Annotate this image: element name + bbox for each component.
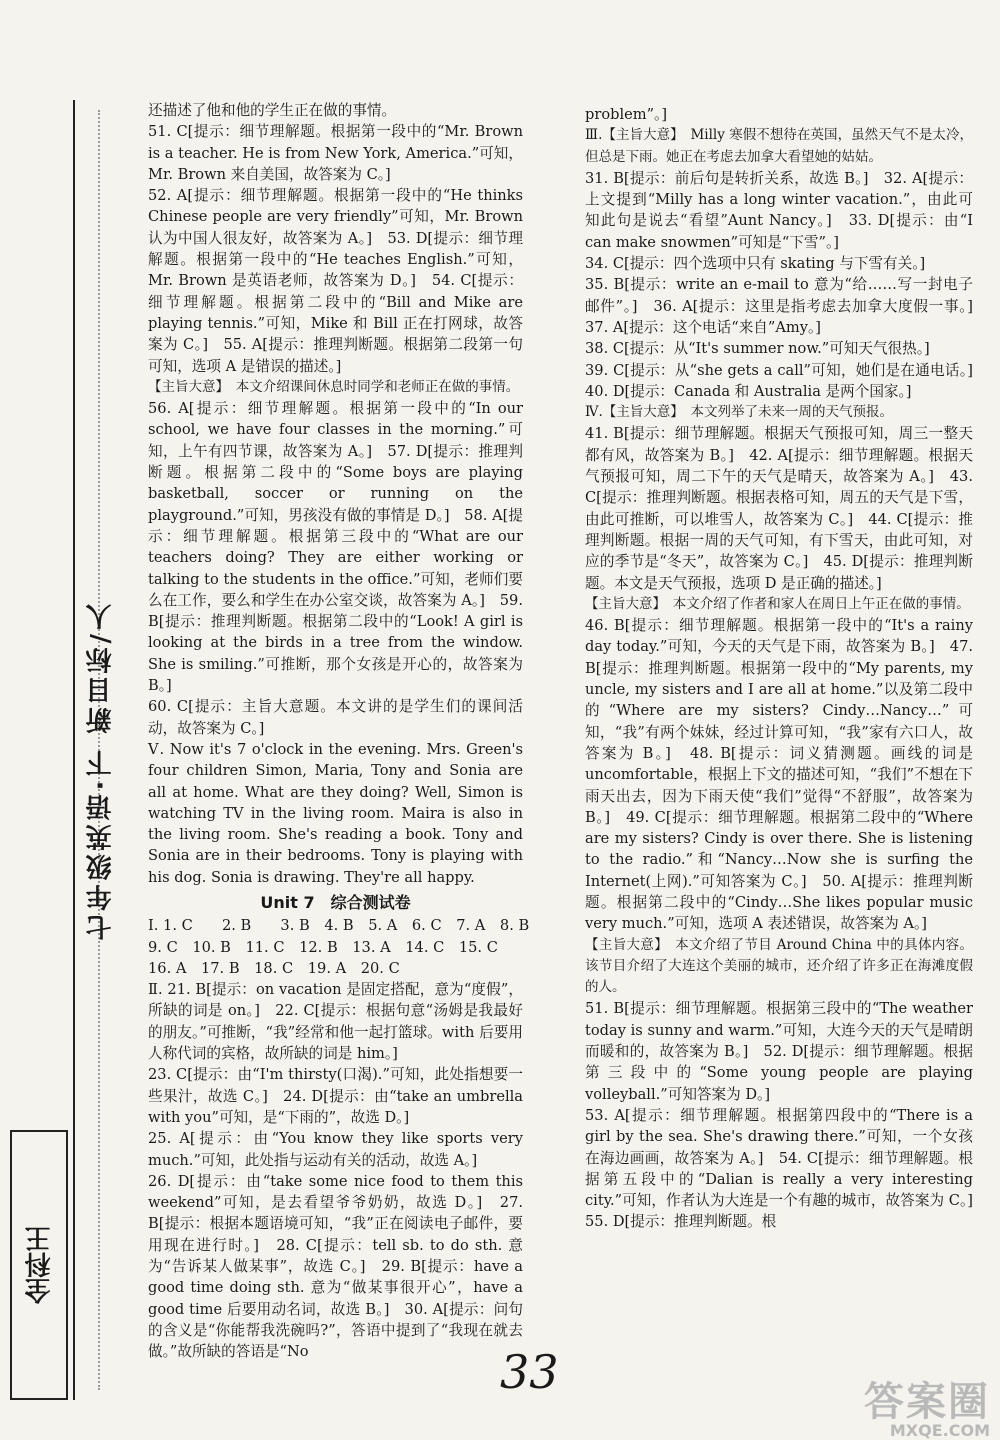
answer-paragraph: 53. A[提示：细节理解题。根据第四段中的“There is a girl by the sea. She's drawing there.”可知，一个女孩在海边画画，故答案为 A。] 54. C[提示：细节理解题。根据第五段中的“Dalian is really a very interesting city.”可知，作者认为大连是一个有趣的城市，故答案为 C。] 55. D[提示：推理判断题。根 [585,1106,988,1231]
spine [0,0,118,1434]
summary-heading: 【主旨大意】 本文介绍了节目 Around China 中的具体内容。该节目介绍了大连这个美丽的城市，还介绍了许多正在海滩度假的人。 [585,936,973,996]
answer-paragraph: 31. B[提示：前后句是转折关系，故选 B。] 32. A[提示：上文提到“Milly has a long winter vacation.”，由此可知此句是说去“看望”Aunt Nancy。] 33. D[提示：由“I can make snowmen”可知是“下雪”。] [585,169,973,251]
answer-paragraph: 52. A[提示：细节理解题。根据第一段中的“He thinks Chinese people are very friendly”可知，Mr. Brown 认为中国人很友好，故答案为 A。] 53. D[提示：细节理解题。根据第一段中的“He teaches English.”可知，Mr. Brown 是英语老师，故答案为 D。] 54. C[提示：细节理解题。根据第二段中的“Bill and Mike are playing tennis.”可知，Mike 和 Bill 正在打网球，故答案为 C。] 55. A[提示：推理判断题。根据第二段第一句可知，选项 A 是错误的描述。] [148,187,523,375]
answer-paragraph: Ⅱ. 21. B[提示：on vacation 是固定搭配，意为“度假”，所缺的词是 on。] 22. C[提示：根据句意“汤姆是我最好的朋友。”可推断，“我”经常和他一起打篮球。with 后要用人称代词的宾格，故所缺的词是 him。] [148,981,523,1063]
answer-paragraph: 51. B[提示：细节理解题。根据第三段中的“The weather today is sunny and warm.”可知，大连今天的天气是晴朗而暖和的，故答案为 B。] 52. D[提示：细节理解题。根据第三段中的“Some young people are playing volleyball.”可知答案为 D。] [585,1000,973,1103]
answer-paragraph: 56. A[提示：细节理解题。根据第一段中的“In our school, we have four classes in the morning.”可知，上午有四节课，故答案为 A。] 57. D[提示：推理判断题。根据第二段中的“Some boys are playing basketball, soccer or running on the playground.”可知，男孩没有做的事情是 D。] 58. A[提示：细节理解题。根据第三段中的“What are our teachers doing? They are either working or talking to the students in the office.”可知，老师们要么在工作，要么和学生在办公室交谈，故答案为 A。] 59. B[提示：推理判断题。根据第二段中的“Look! A girl is looking at the birds in a tree from the window. She is smiling.”可推断，那个女孩是开心的，故答案为 B。] [148,400,523,695]
left-column [148,100,530,1363]
summary-heading: Ⅲ.【主旨大意】 Milly 寒假不想待在英国，虽然天气不是太冷，但总是下雨。她正在考虑去加拿大看望她的姑姑。 [585,127,973,165]
answer-paragraph: 41. B[提示：细节理解题。根据天气预报可知，周三一整天都有风，故答案为 B。] 42. A[提示：细节理解题。根据天气预报可知，周二下午的天气是晴天，故答案为 A。] 43. C[提示：推理判断题。根据表格可知，周五的天气是下雪，由此可推断，可以堆雪人，故答案为 C。] 44. C[提示：推理判断题。根据一周的天气可知，有下雪天，由此可知，对应的季节是“冬天”，故答案为 C。] 45. D[提示：推理判断题。本文是天气预报，选项 D 是正确的描述。] [585,425,973,592]
answer-paragraph: problem”。] [585,106,668,123]
answer-paragraph: 38. C[提示：从“It's summer now.”可知天气很热。] [585,340,930,358]
answer-paragraph: 23. C[提示：由“I'm thirsty(口渴).”可知，此处指想要一些果汁，故选 C。] 24. D[提示：由“take an umbrella with you”可知，是“下雨的”，故选 D。] [148,1066,523,1126]
brand-text: 全科王 [24,1226,55,1304]
answer-row: Ⅰ. 1. C 2. B 3. B 4. B 5. A 6. C 7. A 8. B [148,917,530,935]
answer-paragraph: 51. C[提示：细节理解题。根据第一段中的“Mr. Brown is a teacher. He is from New York, America.”可知，Mr. Brown 来自美国，故答案为 C。] [148,123,523,183]
unit-title: Unit 7 综合测试卷 [260,892,411,912]
answer-paragraph: 46. B[提示：细节理解题。根据第一段中的“It's a rainy day today.”可知，今天的天气是下雨，故答案为 B。] 47. B[提示：推理判断题。根据第一段中的“My parents, my uncle, my sisters and I are all at home.”以及第二段中的“Where are my sisters? Cindy…Nancy…”可知，“我”有两个妹妹，经过计算可知，“我”家有六口人，故答案为 B。] 48. B[提示：词义猜测题。画线的词是 uncomfortable，根据上下文的描述可知，“我们”不想在下雨天出去，因为下雨天使“我们”觉得“不舒服”，故答案为 B。] 49. C[提示：细节理解题。根据第二段中的“Where are my sisters? Cindy is over there. She is listening to the radio.”和“Nancy…Now she is surfing the Internet(上网).”可知答案为 C。] 50. A[提示：推理判断题。根据第二段中的“Cindy…She likes popular music very much.”可知，选项 A 表述错误，故答案为 A。] [585,617,973,933]
answer-paragraph: 还描述了他和他的学生正在做的事情。 [148,102,397,119]
answer-paragraph: 35. B[提示：write an e-mail to 意为“给……写一封电子邮件”。] 36. A[提示：这里是指考虑去加拿大度假一事。] 37. A[提示：这个电话“来自”Amy。] [585,276,988,336]
answer-paragraph: 25. A[提示：由“You know they like sports very much.”可知，此处指与运动有关的活动，故选 A。] [148,1130,523,1169]
right-column [585,104,988,1233]
answer-paragraph: 60. C[提示：主旨大意题。本文讲的是学生们的课间活动，故答案为 C。] [148,698,523,737]
spine-divider [73,100,75,1400]
answer-paragraph: 39. C[提示：从“she gets a call”可知，她们是在通电话。] 40. D[提示：Canada 和 Australia 是两个国家。] [585,361,988,400]
summary-heading: Ⅳ.【主旨大意】 本文列举了未来一周的天气预报。 [585,404,894,421]
answer-paragraph: 34. C[提示：四个选项中只有 skating 与下雪有关。] [585,255,926,273]
watermark-logo: 答案圈 [864,1379,990,1425]
spine-title: 七年级英语·下 新目标/人 [86,600,116,941]
answer-row: 9. C 10. B 11. C 12. B 13. A 14. C 15. C [148,938,498,956]
answer-paragraph: Ⅴ. Now it's 7 o'clock in the evening. Mrs. Green's four children Simon, Maria, Tony and Sonia are all at home. What are they doing? Well, Simon is watching TV in the living room. Maira is also in the living room. She's reading a book. Tony and Sonia are in their bedrooms. Tony is playing with his dog. Sonia is drawing. They're all happy. [148,740,523,886]
brand-logo [10,1130,68,1400]
watermark-url: MXQE.COM [889,1421,990,1440]
answer-paragraph: 26. D[提示：由“take some nice food to them this weekend”可知，是去看望爷爷奶奶，故选 D。] 27. B[提示：根据本题语境可知，“我”正在阅读电子邮件，要用现在进行时。] 28. C[提示：tell sb. to do sth. 意为“告诉某人做某事”，故选 C。] 29. B[提示：have a good time doing sth. 意为“做某事很开心”，have a good time 后要用动名词，故选 B。] 30. A[提示：问句的含义是“你能帮我洗碗吗?”，答语中提到了“我现在就去做。”故所缺的答语是“No [148,1172,523,1361]
summary-heading: 【主旨大意】 本文介绍课间休息时同学和老师正在做的事情。 [148,378,520,395]
watermark [864,1370,990,1440]
answer-row: 16. A 17. B 18. C 19. A 20. C [148,959,400,977]
summary-heading: 【主旨大意】 本文介绍了作者和家人在周日上午正在做的事情。 [585,595,970,612]
page-number: 33 [500,1345,559,1399]
